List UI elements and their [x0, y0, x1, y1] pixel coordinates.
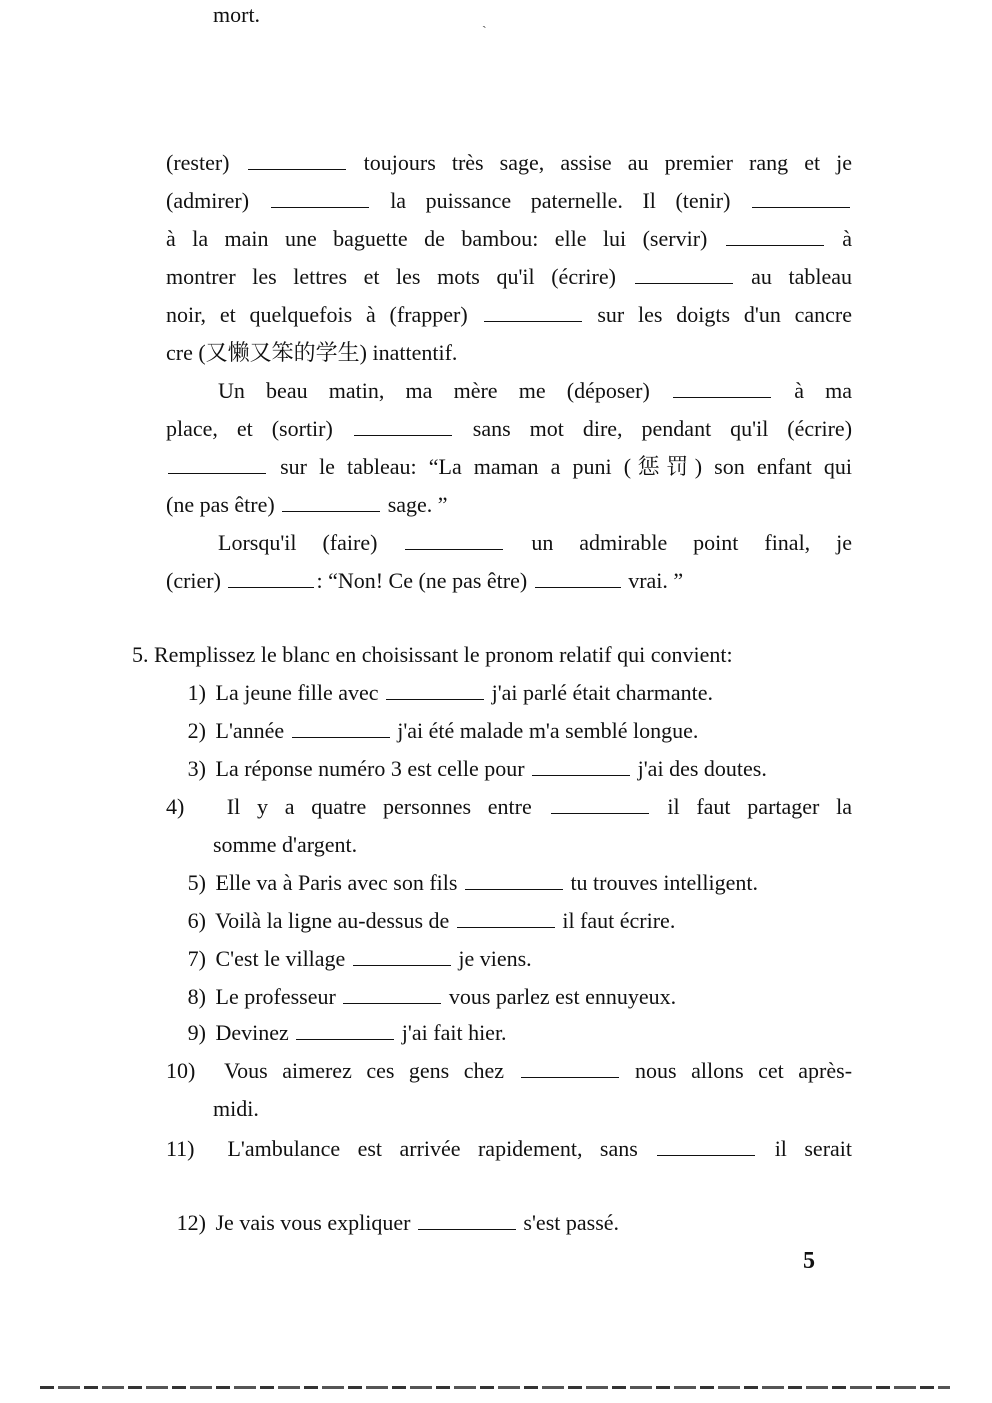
item-number: 12) [176, 1210, 206, 1235]
passage-line-9 [166, 452, 852, 482]
exercise-item [166, 792, 852, 822]
item-text-before: La réponse numéro 3 est celle pour [215, 756, 525, 781]
text: toujours très sage, assise au premier rang et je [363, 150, 853, 175]
passage-line-7 [218, 376, 852, 406]
answer-blank [465, 888, 563, 890]
item-text-after: j'ai été malade m'a semblé longue. [397, 718, 699, 743]
item-number: 3) [187, 756, 206, 781]
answer-blank [532, 774, 630, 776]
exercise-item [166, 906, 675, 936]
text: cre (又懒又笨的学生) inattentif. [166, 340, 458, 365]
answer-blank [657, 1154, 755, 1156]
answer-blank [673, 396, 771, 398]
answer-blank [271, 206, 369, 208]
answer-blank [354, 434, 452, 436]
text: la puissance paternelle. Il (tenir) [390, 188, 731, 213]
item-text-before: Vous aimerez ces gens chez [224, 1058, 505, 1083]
exercise-item [166, 868, 758, 898]
item-number: 11) [166, 1136, 195, 1161]
passage-line-11 [218, 528, 852, 558]
answer-blank [343, 1002, 441, 1004]
item-text-after: j'ai parlé était charmante. [491, 680, 713, 705]
item-text-before: Elle va à Paris avec son fils [215, 870, 458, 895]
text: sur les doigts d'un cancre [597, 302, 853, 327]
passage-line-5 [166, 300, 852, 330]
item-text-before: Il y a quatre personnes entre [226, 794, 532, 819]
item-text-before: Devinez [215, 1020, 289, 1045]
passage-line-10 [166, 490, 852, 520]
bottom-border [40, 1386, 950, 1389]
item-text-before: L'année [215, 718, 285, 743]
text: (ne pas être) [166, 492, 275, 517]
passage-line-4 [166, 262, 852, 292]
text: (crier) [166, 568, 221, 593]
item-text-after: il faut écrire. [562, 908, 676, 933]
item-text-after: il serait [774, 1136, 853, 1161]
item-number: 5) [187, 870, 206, 895]
item-number: 1) [187, 680, 206, 705]
text: place, et (sortir) [166, 416, 333, 441]
text: (rester) [166, 150, 230, 175]
passage-line-2 [166, 186, 852, 216]
text: un admirable point final, je [531, 530, 853, 555]
item-number: 6) [187, 908, 206, 933]
answer-blank [386, 698, 484, 700]
item-text-after: tu trouves intelligent. [570, 870, 759, 895]
text: à ma [794, 378, 852, 403]
item-text-after: il faut partager la [667, 794, 853, 819]
exercise-item [166, 678, 713, 708]
item-text-after: s'est passé. [523, 1210, 620, 1235]
answer-blank [521, 1076, 619, 1078]
answer-blank [551, 812, 649, 814]
exercise-item [166, 1134, 852, 1164]
item-text-before: Voilà la ligne au-dessus de [215, 908, 450, 933]
answer-blank [248, 168, 346, 170]
text: au tableau [751, 264, 852, 289]
exercise-number: 5. [132, 642, 149, 667]
item-number: 7) [187, 946, 206, 971]
text: sage. ” [387, 492, 448, 517]
exercise-item [166, 754, 767, 784]
text: montrer les lettres et les mots qu'il (écrire) [166, 264, 616, 289]
item-text-before: Le professeur [215, 984, 336, 1009]
item-text-after: j'ai des doutes. [637, 756, 767, 781]
text: sans mot dire, pendant qu'il (écrire) [472, 416, 853, 441]
item-text-before: Je vais vous expliquer [215, 1210, 411, 1235]
answer-blank [418, 1228, 516, 1230]
passage-line-1 [166, 148, 852, 178]
answer-blank [484, 320, 582, 322]
answer-blank [535, 586, 621, 588]
item-text-before: C'est le village [215, 946, 346, 971]
text: : “Non! Ce (ne pas être) [316, 568, 528, 593]
text: à [842, 226, 853, 251]
text: sur le tableau: “La maman a puni (惩罚) son enfant qui [280, 454, 852, 479]
answer-blank [296, 1038, 394, 1040]
exercise-item [166, 944, 532, 974]
answer-blank [282, 510, 380, 512]
scan-mark: ˎ [482, 14, 487, 29]
passage-line-6 [166, 338, 852, 368]
text: Lorsqu'il (faire) [218, 530, 378, 555]
text: Un beau matin, ma mère me (déposer) [218, 378, 650, 403]
exercise-item-continuation: mort. [213, 2, 261, 27]
exercise-item [166, 1018, 507, 1048]
page-number: 5 [803, 1248, 815, 1274]
item-text-after: vous parlez est ennuyeux. [448, 984, 677, 1009]
exercise-item [166, 1208, 619, 1238]
passage-line-12 [166, 566, 852, 596]
item-number: 4) [166, 794, 185, 819]
answer-blank [405, 548, 503, 550]
item-number: 8) [187, 984, 206, 1009]
item-text-before: L'ambulance est arrivée rapidement, sans [227, 1136, 638, 1161]
answer-blank [353, 964, 451, 966]
item-number: 10) [166, 1058, 196, 1083]
item-text-after: je viens. [458, 946, 532, 971]
exercise-item [166, 1056, 852, 1086]
answer-blank [457, 926, 555, 928]
exercise-instruction: Remplissez le blanc en choisissant le pronom relatif qui convient: [154, 642, 733, 667]
text: (admirer) [166, 188, 250, 213]
answer-blank [635, 282, 733, 284]
exercise-item [166, 716, 698, 746]
answer-blank [228, 586, 314, 588]
answer-blank [168, 472, 266, 474]
exercise-item [166, 982, 676, 1012]
passage-line-3 [166, 224, 852, 254]
item-number: 9) [187, 1020, 206, 1045]
exercise-item-continuation: midi. [213, 1096, 259, 1121]
exercise-heading [132, 640, 733, 670]
exercise-item-continuation: somme d'argent. [213, 832, 358, 857]
item-number: 2) [187, 718, 206, 743]
item-text-before: La jeune fille avec [215, 680, 379, 705]
passage-line-8 [166, 414, 852, 444]
answer-blank [752, 206, 850, 208]
item-text-after: nous allons cet après- [635, 1058, 853, 1083]
answer-blank [726, 244, 824, 246]
answer-blank [292, 736, 390, 738]
item-text-after: j'ai fait hier. [401, 1020, 507, 1045]
text: vrai. ” [628, 568, 684, 593]
text: noir, et quelquefois à (frapper) [166, 302, 468, 327]
text: à la main une baguette de bambou: elle lui (servir) [166, 226, 708, 251]
